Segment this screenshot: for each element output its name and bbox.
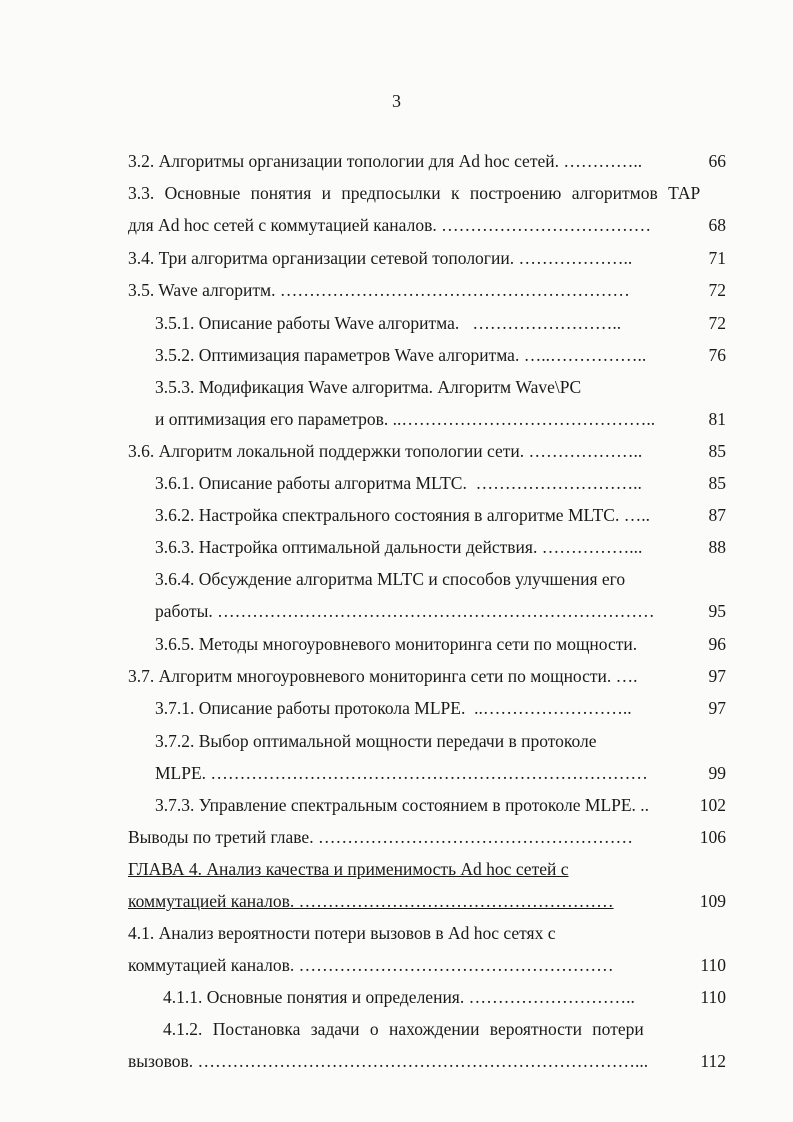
toc-page-ref: 88 (708, 537, 726, 557)
page-number: 3 (392, 91, 401, 111)
toc-page-ref: 112 (700, 1051, 726, 1071)
toc-entry: 3.6.1. Описание работы алгоритма MLTC. ……………………….. (155, 473, 642, 493)
toc-page-ref: 99 (708, 763, 726, 783)
toc-page-ref: 85 (708, 441, 726, 461)
toc-entry: 3.7.1. Описание работы протокола MLPE. ..…………………….. (155, 698, 632, 718)
toc-entry: 4.1.2. Постановка задачи о нахождении вероятности потери (163, 1019, 644, 1039)
toc-entry: MLPE. ………………………………………………………………… (155, 763, 648, 783)
toc-entry: 3.6.5. Методы многоуровневого мониторинга сети по мощности. (155, 634, 638, 654)
toc-entry: 4.1.1. Основные понятия и определения. ……………………….. (163, 987, 635, 1007)
toc-entry: 3.7.2. Выбор оптимальной мощности передачи в протоколе (155, 731, 597, 751)
toc-entry: работы. ………………………………………………………………… (155, 601, 655, 621)
toc-page-ref: 72 (708, 313, 726, 333)
toc-entry: 3.5.3. Модификация Wave алгоритма. Алгоритм Wave\PC (155, 377, 582, 397)
toc-page-ref: 106 (699, 827, 726, 847)
toc-page-ref: 95 (708, 601, 726, 621)
toc-page-ref: 72 (708, 280, 726, 300)
toc-entry: 3.3. Основные понятия и предпосылки к построению алгоритмов ТАР (128, 183, 701, 203)
toc-page-ref: 81 (708, 409, 726, 429)
chapter-heading: ГЛАВА 4. Анализ качества и применимость Ad hoc сетей с (128, 859, 569, 879)
toc-page-ref: 109 (699, 891, 726, 911)
toc-entry: 4.1. Анализ вероятности потери вызовов в Ad hoc сетях с (128, 923, 556, 943)
toc-page-ref: 97 (708, 698, 726, 718)
toc-entry: 3.7. Алгоритм многоуровневого мониторинга сети по мощности. …. (128, 666, 638, 686)
toc-page-ref: 102 (699, 795, 726, 815)
toc-entry: 3.5.1. Описание работы Wave алгоритма. …………………….. (155, 313, 622, 333)
toc-page-ref: 96 (708, 634, 726, 654)
toc-entry: 3.2. Алгоритмы организации топологии для Ad hoc сетей. ………….. (128, 151, 643, 171)
toc-entry: Выводы по третий главе. ……………………………………………… (128, 827, 633, 847)
toc-page-ref: 71 (708, 248, 726, 268)
toc-page-ref: 97 (708, 666, 726, 686)
toc-entry: 3.5. Wave алгоритм. …………………………………………………… (128, 280, 630, 300)
toc-entry: 3.7.3. Управление спектральным состоянием в протоколе MLPE. .. (155, 795, 650, 815)
toc-entry: 3.6.2. Настройка спектрального состояния в алгоритме MLTC. ….. (155, 505, 650, 525)
toc-page-ref: 110 (700, 955, 726, 975)
chapter-heading: коммутацией каналов. ……………………………………………… (128, 891, 614, 911)
toc-page-ref: 66 (708, 151, 726, 171)
toc-page-ref: 68 (708, 215, 726, 235)
toc-entry: 3.6.4. Обсуждение алгоритма MLTC и способов улучшения его (155, 569, 626, 589)
toc-entry: и оптимизация его параметров. ..…………………………………….. (155, 409, 656, 429)
toc-entry: 3.6. Алгоритм локальной поддержки топологии сети. ……………….. (128, 441, 643, 461)
toc-entry: 3.6.3. Настройка оптимальной дальности действия. ……………... (155, 537, 643, 557)
toc-entry: для Ad hoc сетей с коммутацией каналов. ……………………………… (128, 215, 652, 235)
toc-entry: 3.4. Три алгоритма организации сетевой топологии. ……………….. (128, 248, 633, 268)
toc-page-ref: 87 (708, 505, 726, 525)
toc-page-ref: 85 (708, 473, 726, 493)
toc-entry: коммутацией каналов. ……………………………………………… (128, 955, 614, 975)
toc-entry: 3.5.2. Оптимизация параметров Wave алгоритма. …..…………….. (155, 345, 647, 365)
toc-entry: вызовов. …………………………………………………………………... (128, 1051, 649, 1071)
toc-page-ref: 76 (708, 345, 726, 365)
toc-page-ref: 110 (700, 987, 726, 1007)
